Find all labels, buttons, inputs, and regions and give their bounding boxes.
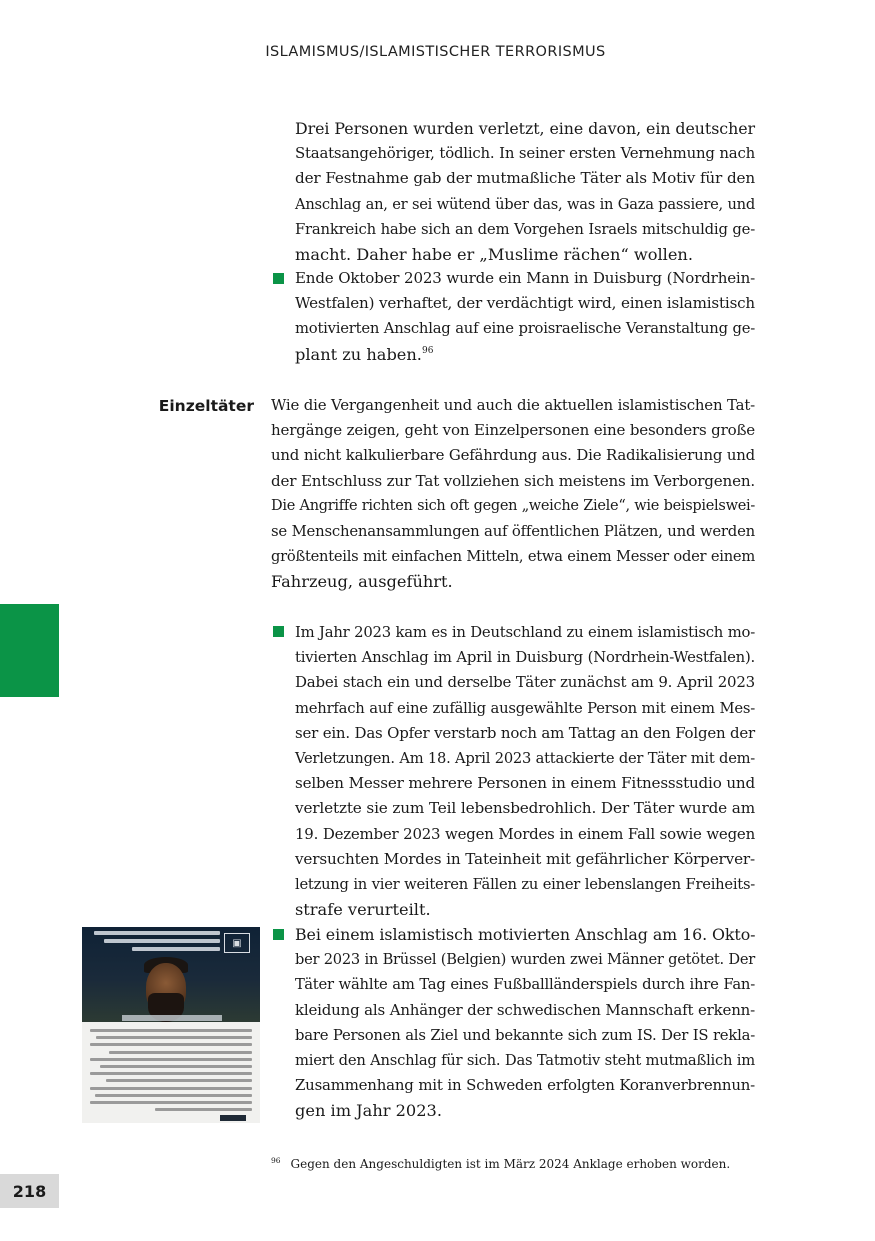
text-line: Anschlag an, er sei wütend über das, was in Gaza passiere, und [295,195,755,213]
chapter-tab [0,604,59,697]
text-line: se Menschenansammlungen auf öffentlichen Plätzen, und werden [271,522,755,541]
text-line-content: plant zu haben. [295,344,422,364]
text-line: Frankreich habe sich an dem Vorgehen Israels mitschuldig ge- [295,220,755,238]
text-line: selben Messer mehrere Personen in einem Fitnessstudio und [295,774,755,793]
bullet-marker [273,273,284,284]
text-line: größtenteils mit einfachen Mitteln, etwa einem Messer oder einem [271,548,755,566]
section-label: Einzeltäter [158,397,254,415]
bullet-marker [273,626,284,637]
text-line: mehrfach auf eine zufällig ausgewählte Person mit einem Mes- [295,699,755,717]
text-line [295,342,755,367]
text-line: versuchten Mordes in Tateinheit mit gefährlicher Körperver- [295,849,755,868]
text-line: Die Angriffe richten sich oft gegen „weiche Ziele“, wie beispielswei- [271,497,755,514]
text-line: gen im Jahr 2023. [295,1101,442,1121]
text-line: ser ein. Das Opfer verstarb noch am Tattag an den Folgen der [295,723,755,742]
text-line: der Entschluss zur Tat vollziehen sich meistens im Verborgenen. [271,471,755,490]
text-line: Dabei stach ein und derselbe Täter zunächst am 9. April 2023 [295,673,755,692]
text-line: macht. Daher habe er „Muslime rächen“ wollen. [295,245,693,265]
text-line: letzung in vier weiteren Fällen zu einer lebenslangen Freiheits- [295,876,755,894]
running-head [0,44,875,60]
footnote-number: 96 [271,1156,281,1165]
text-line: Drei Personen wurden verletzt, eine davon, ein deutscher [295,119,755,138]
text-line: tivierten Anschlag im April in Duisburg (Nordrhein-Westfalen). [295,649,755,667]
thumbnail-tag [220,1115,246,1121]
text-line: Zusammenhang mit in Schweden erfolgten Koranverbrennun- [295,1076,755,1095]
text-line: Fahrzeug, ausgeführt. [271,572,453,592]
text-line: der Festnahme gab der mutmaßliche Täter als Motiv für den [295,169,755,188]
footnote-reference[interactable]: 96 [421,345,434,356]
section-paragraph [271,393,755,595]
footnote-text: Gegen den Angeschuldigten ist im März 2024 Anklage erhoben worden. [290,1157,731,1171]
propaganda-magazine-thumbnail [82,927,260,1123]
text-line: verletzte sie zum Teil lebensbedrohlich. Der Täter wurde am [295,799,755,818]
page-number: 218 [12,1181,47,1201]
thumbnail-caption-bar [122,1015,222,1021]
page-number-box [0,1174,59,1208]
text-line: Ende Oktober 2023 wurde ein Mann in Duisburg (Nordrhein- [295,269,755,287]
thumbnail-title-lines [94,931,220,955]
text-line: ber 2023 in Brüssel (Belgien) wurden zwei Männer getötet. Der [295,951,755,969]
text-line: miert den Anschlag für sich. Das Tatmotiv steht mutmaßlich im [295,1052,755,1070]
magazine-logo-icon: ▣ [224,933,250,953]
thumbnail-text-block [90,1029,252,1115]
text-line: strafe verurteilt. [295,900,431,920]
text-line: hergänge zeigen, geht von Einzelpersonen eine besonders große [271,421,755,440]
text-line: Verletzungen. Am 18. April 2023 attackierte der Täter mit dem- [295,750,755,768]
text-line: Bei einem islamistisch motivierten Anschlag am 16. Okto- [295,925,756,944]
bullet-marker [273,929,284,940]
running-head-title: ISLAMISMUS/ISLAMISTISCHER TERRORISMUS [265,44,606,60]
bullet-item-duisburg-october [295,266,755,367]
footnote [271,1153,771,1172]
text-line: Westfalen) verhaftet, der verdächtigt wird, einen islamistisch [295,294,755,313]
text-line: und nicht kalkulierbare Gefährdung aus. Die Radikalisierung und [271,446,755,465]
text-line: Täter wählte am Tag eines Fußballländerspiels durch ihre Fan- [295,976,755,994]
text-line: Wie die Vergangenheit und auch die aktuellen islamistischen Tat- [271,396,755,414]
continued-paragraph [295,116,755,267]
bullet-item-brussels [295,922,755,1124]
text-line: kleidung als Anhänger der schwedischen Mannschaft erkenn- [295,1000,755,1019]
bullet-item-duisburg-april [295,620,755,922]
text-line: motivierten Anschlag auf eine proisraelische Veranstaltung ge- [295,320,755,338]
text-line: 19. Dezember 2023 wegen Mordes in einem Fall sowie wegen [295,824,755,843]
text-line: bare Personen als Ziel und bekannte sich zum IS. Der IS rekla- [295,1026,755,1044]
text-line: Staatsangehöriger, tödlich. In seiner ersten Vernehmung nach [295,144,755,163]
text-line: Im Jahr 2023 kam es in Deutschland zu einem islamistisch mo- [295,624,755,641]
